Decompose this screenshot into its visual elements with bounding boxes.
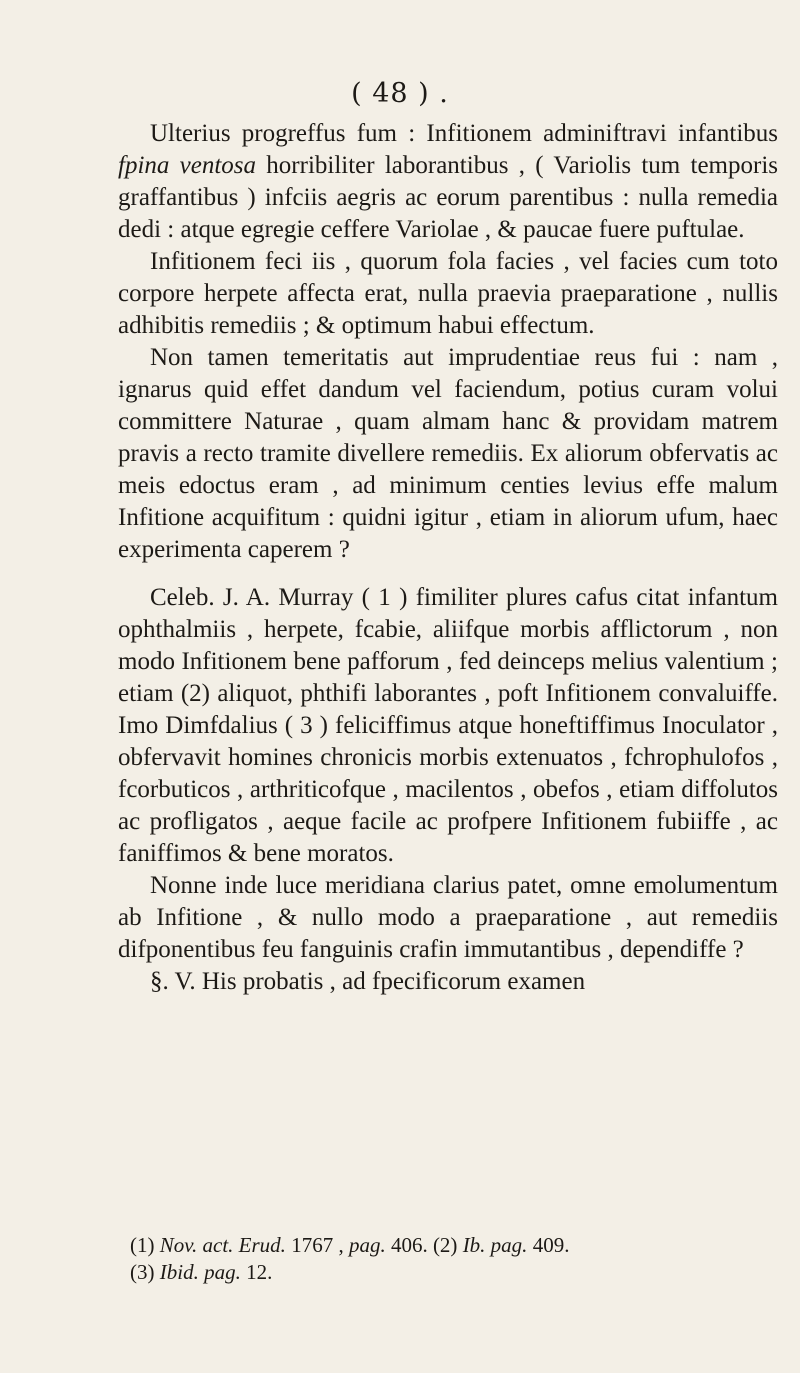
paragraph-5: Nonne inde luce meridiana clarius patet, omne emolumentum ab Infitione , & nullo modo a praeparatione , aut remediis difponentibus feu fanguinis crafin immutantibus , dependiffe ? [118, 872, 778, 963]
footnote-1: (1) Nov. act. Erud. 1767 , pag. 406. (2) Ib. pag. 409. [130, 1233, 570, 1257]
footnotes [118, 1232, 778, 1286]
italic-text: pag. [348, 1233, 386, 1257]
paragraph-3: Non tamen temeritatis aut imprudentiae reus fui : nam , ignarus quid effet dandum vel faciendum, potius curam volui committere Naturae , quam almam hanc & providam matrem pravis a recto tramite divellere remediis. Ex aliorum obfervatis ac meis edoctus eram , ad minimum centies levius effe malum Infitione acquifitum : quidni igitur , etiam in aliorum ufum, haec experimenta caperem ? [118, 344, 778, 563]
paragraph-4: Celeb. J. A. Murray ( 1 ) fimiliter plures cafus citat infantum ophthalmiis , herpete, fcabie, aliifque morbis afflictorum , non modo Infitionem bene pafforum , fed deinceps melius valentium ; etiam (2) aliquot, phthifi laborantes , poft Infitionem convaluiffe. Imo Dimfdalius ( 3 ) feliciffimus atque honeftiffimus Inoculator , obfervavit homines chronicis morbis extenuatos , fchrophulofos , fcorbuticos , arthriticofque , macilentos , obefos , etiam diffolutos ac profligatos , aeque facile ac profpere Infitionem fubiiffe , ac faniffimos & bene moratos. [118, 584, 778, 867]
paragraph-2: Infitionem feci iis , quorum fola facies , vel facies cum toto corpore herpete affecta erat, nulla praevia praeparatione , nullis adhibitis remediis ; & optimum habui effectum. [118, 248, 778, 339]
italic-text: fpina ventosa [118, 152, 257, 179]
italic-text: Ibid. pag. [159, 1260, 241, 1284]
body-text [118, 118, 778, 998]
footnote-2: (3) Ibid. pag. 12. [130, 1260, 273, 1284]
italic-text: Nov. act. Erud. [159, 1233, 286, 1257]
page-number: ( 48 ) . [351, 78, 449, 109]
paragraph-1: Ulterius progreffus fum : Infitionem adminiftravi infantibus fpina ventosa horribiliter laborantibus , ( Variolis tum temporis graffantibus ) infciis aegris ac eorum parentibus : nulla remedia dedi : atque egregie ceffere Variolae , & paucae fuere puftulae. [118, 120, 778, 243]
paragraph-6: §. V. His probatis , ad fpecificorum examen [150, 968, 586, 995]
italic-text: Ib. pag. [462, 1233, 528, 1257]
